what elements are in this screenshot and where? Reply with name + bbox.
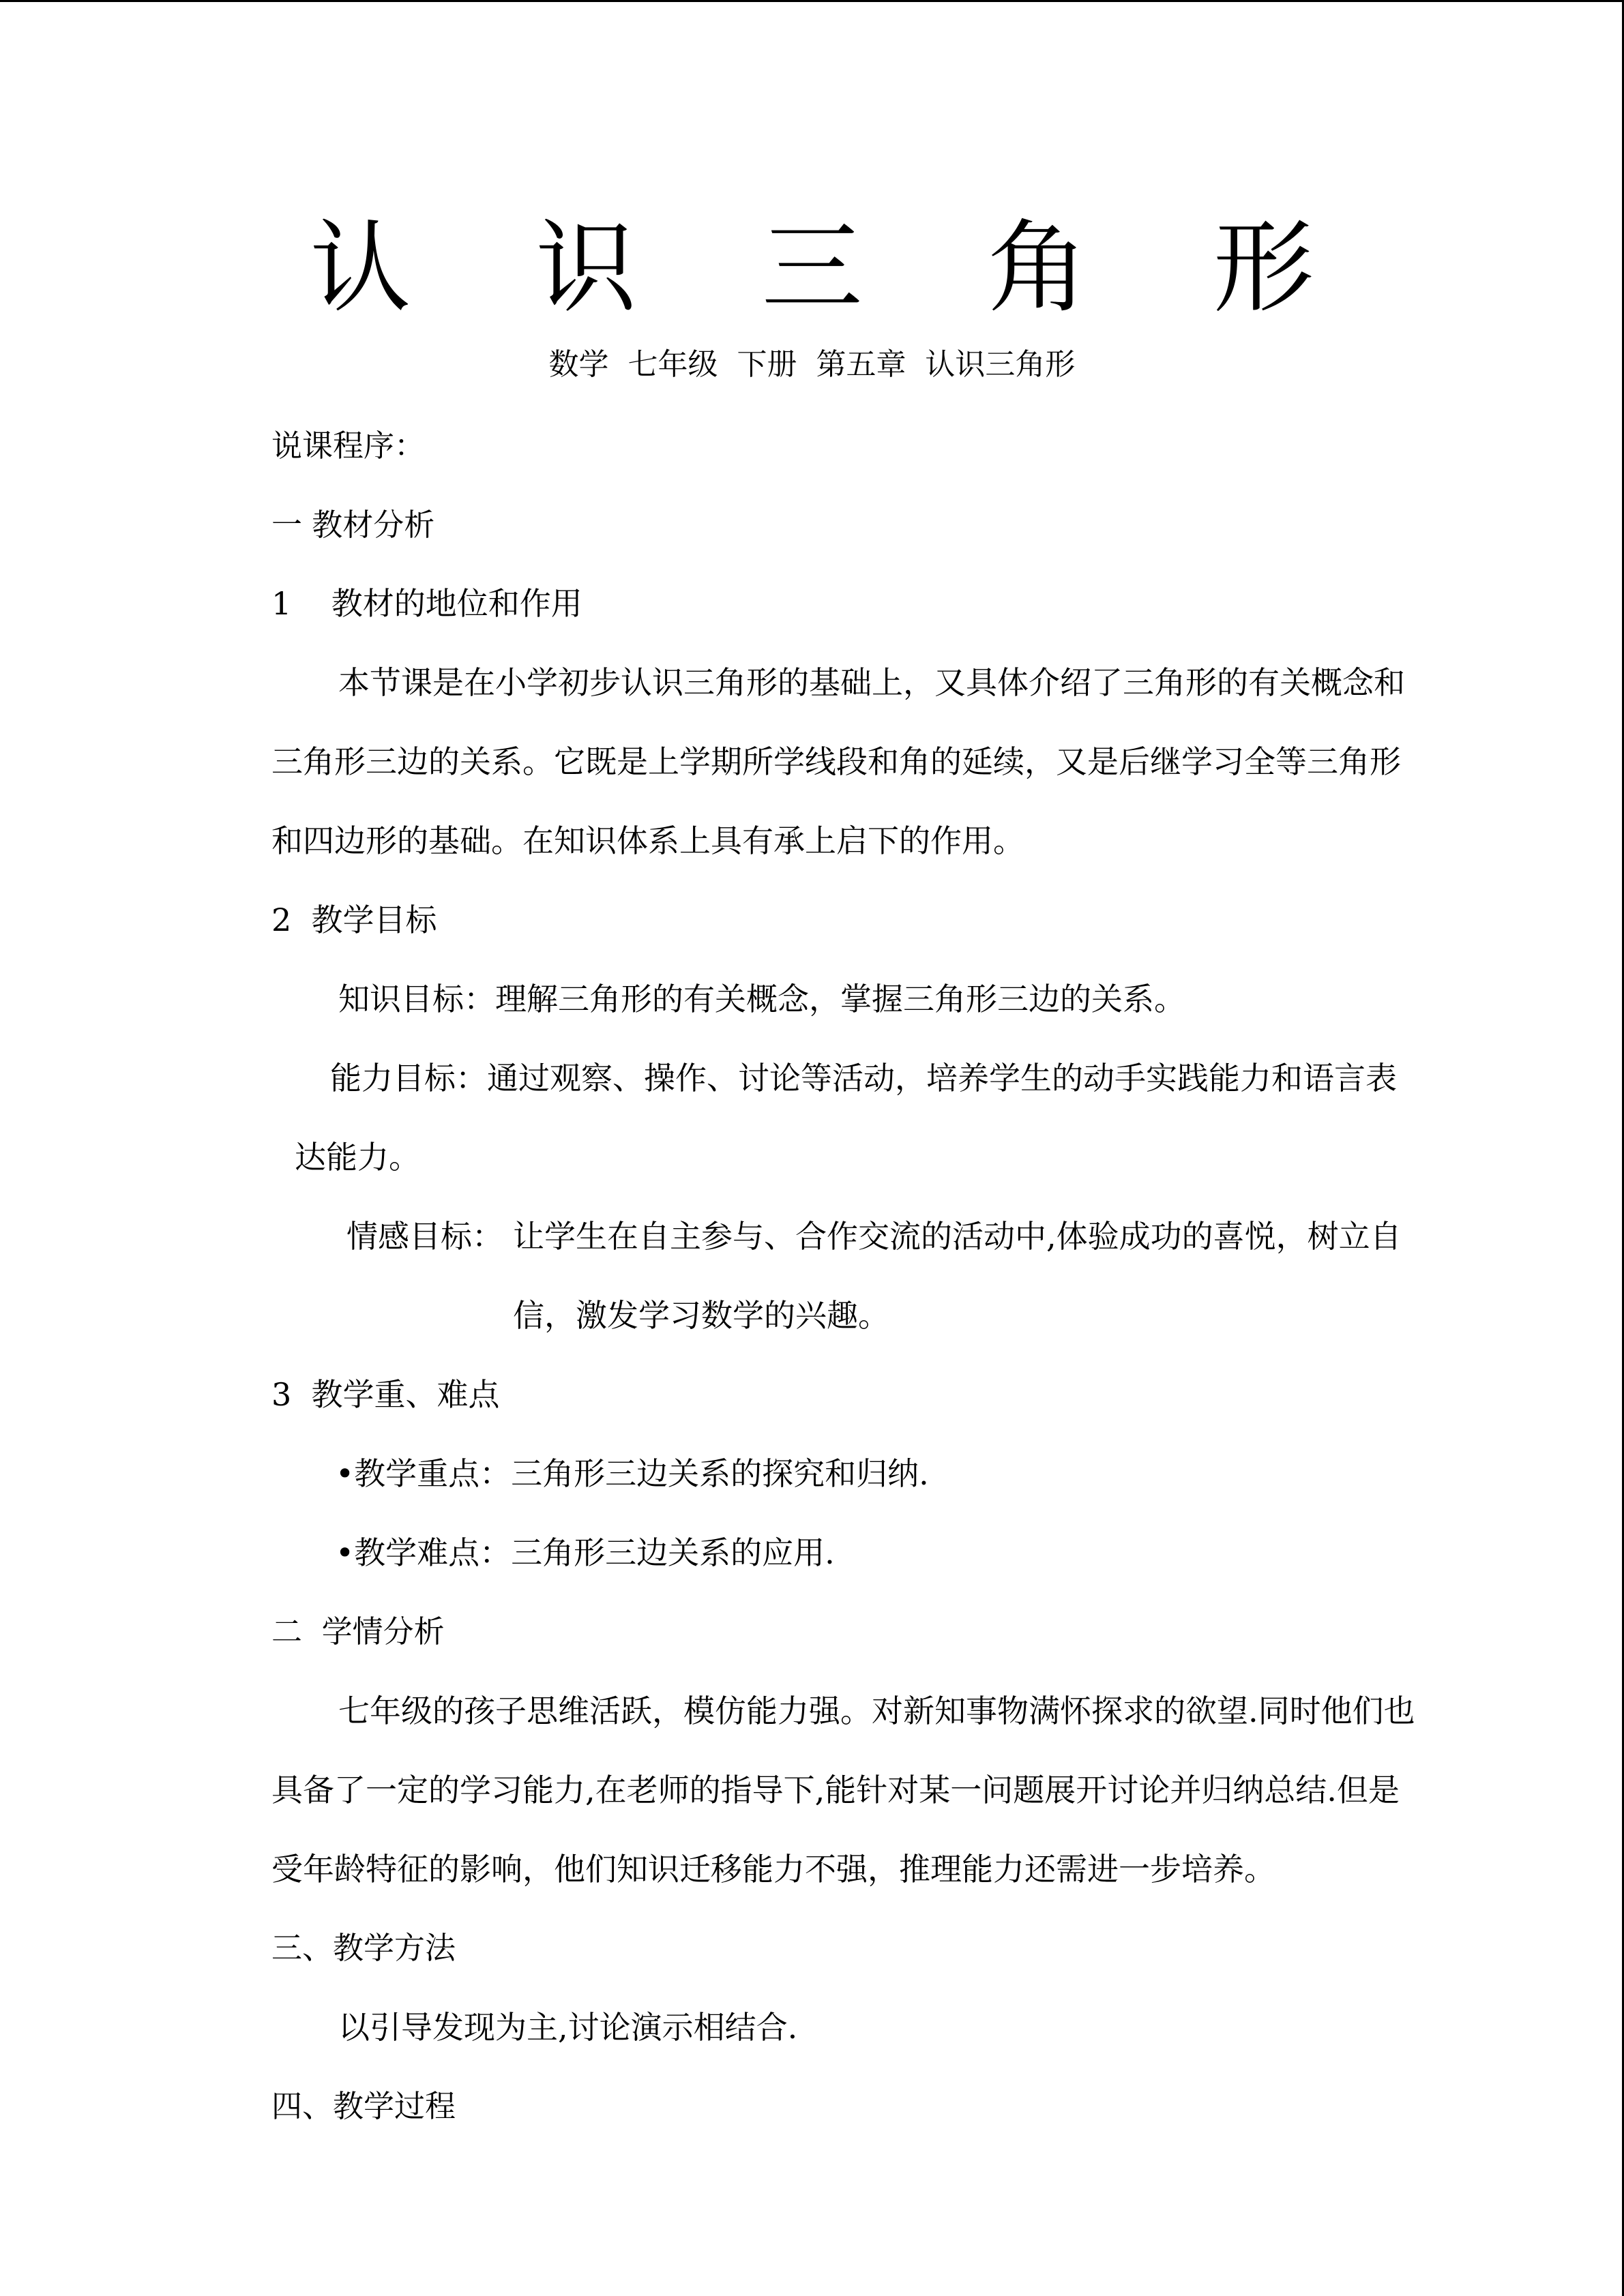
paragraph-line: 受年龄特征的影响，他们知识迁移能力不强，推理能力还需进一步培养。 [271, 1851, 1275, 1888]
document-subtitle: 数学 七年级 下册 第五章 认识三角形 [548, 347, 1076, 382]
paragraph-line: 七年级的孩子思维活跃，模仿能力强。对新知事物满怀探求的欲望.同时他们也 [338, 1693, 1415, 1729]
section1-sub2-heading: 2 教学目标 [271, 901, 437, 938]
section3-heading: 三、教学方法 [271, 1930, 456, 1966]
difficult-point: •教学难点：三角形三边关系的应用. [336, 1534, 835, 1571]
ability-goal-line: 达能力。 [295, 1139, 420, 1176]
section1-sub1-heading: 1 教材的地位和作用 [271, 585, 582, 622]
emotion-goal-line: 信，激发学习数学的兴趣。 [513, 1297, 889, 1334]
emotion-goal-label: 情感目标： [346, 1218, 503, 1255]
section4-heading: 四、教学过程 [271, 2088, 456, 2124]
paragraph-line: 和四边形的基础。在知识体系上具有承上启下的作用。 [271, 822, 1024, 859]
paragraph-line: 具备了一定的学习能力,在老师的指导下,能针对某一问题展开讨论并归纳总结.但是 [271, 1772, 1400, 1808]
paragraph-line: 本节课是在小学初步认识三角形的基础上，又具体介绍了三角形的有关概念和 [338, 664, 1405, 701]
section3-text: 以引导发现为主,讨论演示相结合. [338, 2009, 798, 2046]
key-point: •教学重点：三角形三边关系的探究和归纳. [336, 1455, 929, 1492]
paragraph-line: 三角形三边的关系。它既是上学期所学线段和角的延续，又是后继学习全等三角形 [271, 743, 1401, 780]
section2-heading: 二 学情分析 [271, 1613, 445, 1650]
emotion-goal-line: 让学生在自主参与、合作交流的活动中,体验成功的喜悦，树立自 [513, 1218, 1402, 1255]
procedure-heading: 说课程序： [271, 428, 426, 464]
section1-heading: 一 教材分析 [271, 507, 435, 543]
ability-goal-line: 能力目标：通过观察、操作、讨论等活动，培养学生的动手实践能力和语言表 [330, 1060, 1397, 1097]
document-title: 认 识 三 角 形 [310, 209, 1361, 327]
section1-sub3-heading: 3 教学重、难点 [271, 1376, 500, 1413]
knowledge-goal: 知识目标：理解三角形的有关概念，掌握三角形三边的关系。 [338, 981, 1185, 1017]
